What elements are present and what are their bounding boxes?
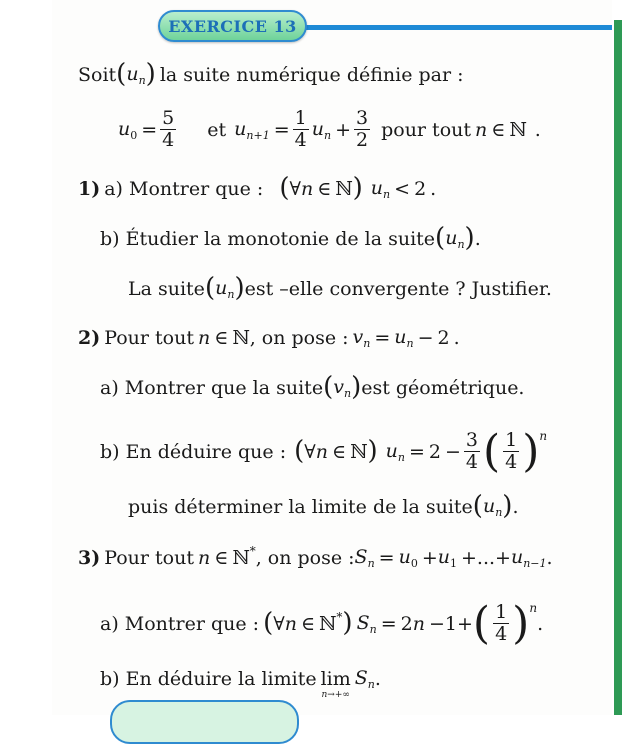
q2-intro: 2) Pour tout n ∈ ℕ , on pose : $v_n$ = $u_n$ − 2 .	[78, 326, 460, 350]
intro-line: Soit ( $u_n$ ) la suite numérique définie par :	[78, 59, 464, 89]
q3-a: a) Montrer que : ( ∀ n ∈ ℕ * ) $S_n$ = 2 n −1+ ( $\frac{1}{4}$ ) n .	[100, 598, 544, 649]
limit-operator: lim n→+∞	[320, 668, 351, 700]
sequence-definition: $u_0$ = $\frac{5}{4}$ et $u_{n+1}$ = $\frac{1}{4}$ $u_n$ + $\frac{3}{2}$ pour tout n ∈ ℕ .	[118, 107, 541, 151]
q3-b: b) En déduire la limite lim n→+∞ $S_n$ .	[100, 667, 381, 700]
next-exercise-badge	[110, 700, 299, 744]
q1-c: La suite ( $u_n$ ) est –elle convergente ? Justifier.	[128, 273, 552, 303]
q2-a: a) Montrer que la suite ( $v_n$ ) est géométrique.	[100, 372, 525, 402]
q1-a: 1) a) Montrer que : ( ∀ n ∈ ℕ ) $u_n$ < 2 .	[78, 173, 437, 203]
q3-intro: 3) Pour tout n ∈ ℕ * , on pose : $S_n$ = $u_0$ + $u_1$ +...+ $u_{n-1}$ .	[78, 544, 553, 570]
q2-b: b) En déduire que : ( ∀ n ∈ ℕ ) $u_n$ = 2 − $\frac{3}{4}$ ( $\frac{1}{4}$ ) n	[100, 426, 548, 477]
exercise-badge	[158, 10, 307, 42]
exercise-title: EXERCICE 13	[168, 16, 297, 36]
q2-c: puis déterminer la limite de la suite ( $u_n$ ) .	[128, 491, 519, 521]
q1-b: b) Étudier la monotonie de la suite ( $u_n$ ) .	[100, 223, 481, 253]
page-edge-bar	[614, 20, 622, 715]
header-rule	[300, 25, 612, 30]
